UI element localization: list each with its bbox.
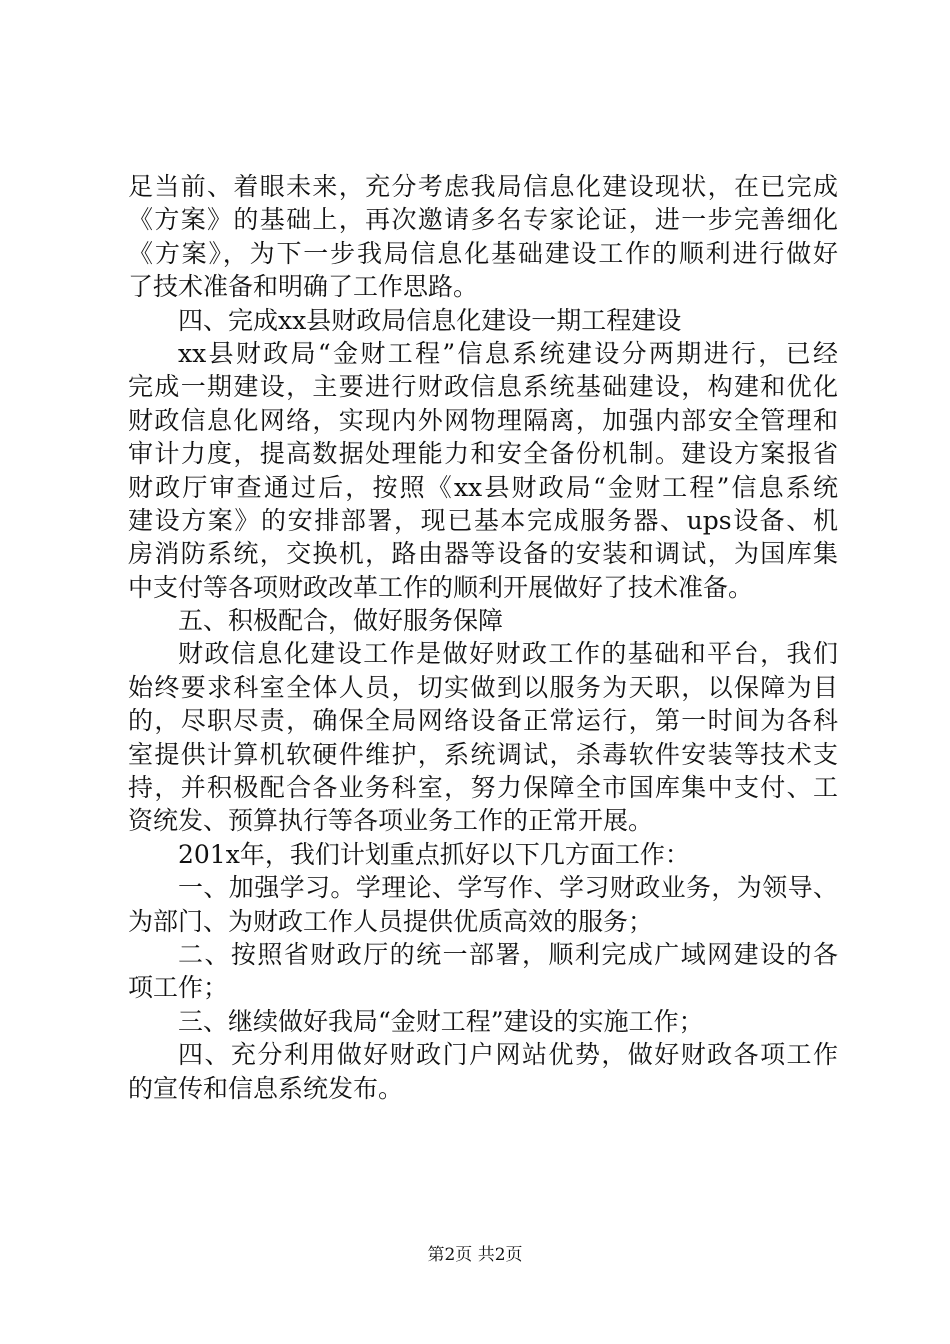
text-line: xx县财政局“金财工程”信息系统建设分两期进行，已经 bbox=[178, 338, 838, 368]
text-line: 201x年，我们计划重点抓好以下几方面工作： bbox=[178, 839, 690, 869]
page-number: 第2页 共2页 bbox=[427, 1245, 523, 1265]
text-line: 的，尽职尽责，确保全局网络设备正常运行，第一时间为各科 bbox=[128, 706, 838, 736]
text-line: 了技术准备和明确了工作思路。 bbox=[128, 272, 479, 302]
list-item: 二、按照省财政厅的统一部署，顺利完成广域网建设的各 bbox=[178, 939, 838, 969]
section-heading: 五、积极配合，做好服务保障 bbox=[178, 606, 504, 636]
document-body bbox=[128, 170, 838, 1105]
text-line: 中支付等各项财政改革工作的顺利开展做好了技术准备。 bbox=[128, 572, 754, 602]
text-line: 建设方案》的安排部署，现已基本完成服务器、ups设备、机 bbox=[128, 505, 838, 535]
text-line: 始终要求科室全体人员，切实做到以服务为天职，以保障为目 bbox=[128, 672, 838, 702]
text-line: 资统发、预算执行等各项业务工作的正常开展。 bbox=[128, 806, 654, 836]
text-line: 《方案》的基础上，再次邀请多名专家论证，进一步完善细化 bbox=[128, 205, 838, 235]
text-line: 足当前、着眼未来，充分考虑我局信息化建设现状，在已完成 bbox=[128, 172, 838, 201]
text-line: 室提供计算机软硬件维护，系统调试，杀毒软件安装等技术支 bbox=[128, 739, 838, 769]
text-line: 为部门、为财政工作人员提供优质高效的服务； bbox=[128, 906, 654, 936]
list-item: 四、充分利用做好财政门户网站优势，做好财政各项工作 bbox=[178, 1040, 838, 1070]
text-line: 项工作； bbox=[128, 973, 229, 1003]
text-line: 的宣传和信息系统发布。 bbox=[128, 1073, 404, 1103]
text-line: 《方案》，为下一步我局信息化基础建设工作的顺利进行做好 bbox=[128, 238, 838, 268]
list-item: 一、加强学习。学理论、学写作、学习财政业务，为领导、 bbox=[178, 873, 838, 903]
text-line: 持，并积极配合各业务科室，努力保障全市国库集中支付、工 bbox=[128, 773, 838, 803]
text-line: 房消防系统，交换机，路由器等设备的安装和调试，为国库集 bbox=[128, 539, 838, 569]
text-line: 财政信息化网络，实现内外网物理隔离，加强内部安全管理和 bbox=[128, 405, 838, 435]
section-heading: 四、完成xx县财政局信息化建设一期工程建设 bbox=[178, 305, 682, 335]
list-item: 三、继续做好我局“金财工程”建设的实施工作； bbox=[178, 1006, 704, 1036]
text-line: 财政信息化建设工作是做好财政工作的基础和平台，我们 bbox=[178, 639, 838, 669]
text-line: 完成一期建设，主要进行财政信息系统基础建设，构建和优化 bbox=[128, 372, 838, 402]
text-line: 审计力度，提高数据处理能力和安全备份机制。建设方案报省 bbox=[128, 439, 838, 469]
text-line: 财政厅审查通过后，按照《xx县财政局“金财工程”信息系统 bbox=[128, 472, 838, 502]
